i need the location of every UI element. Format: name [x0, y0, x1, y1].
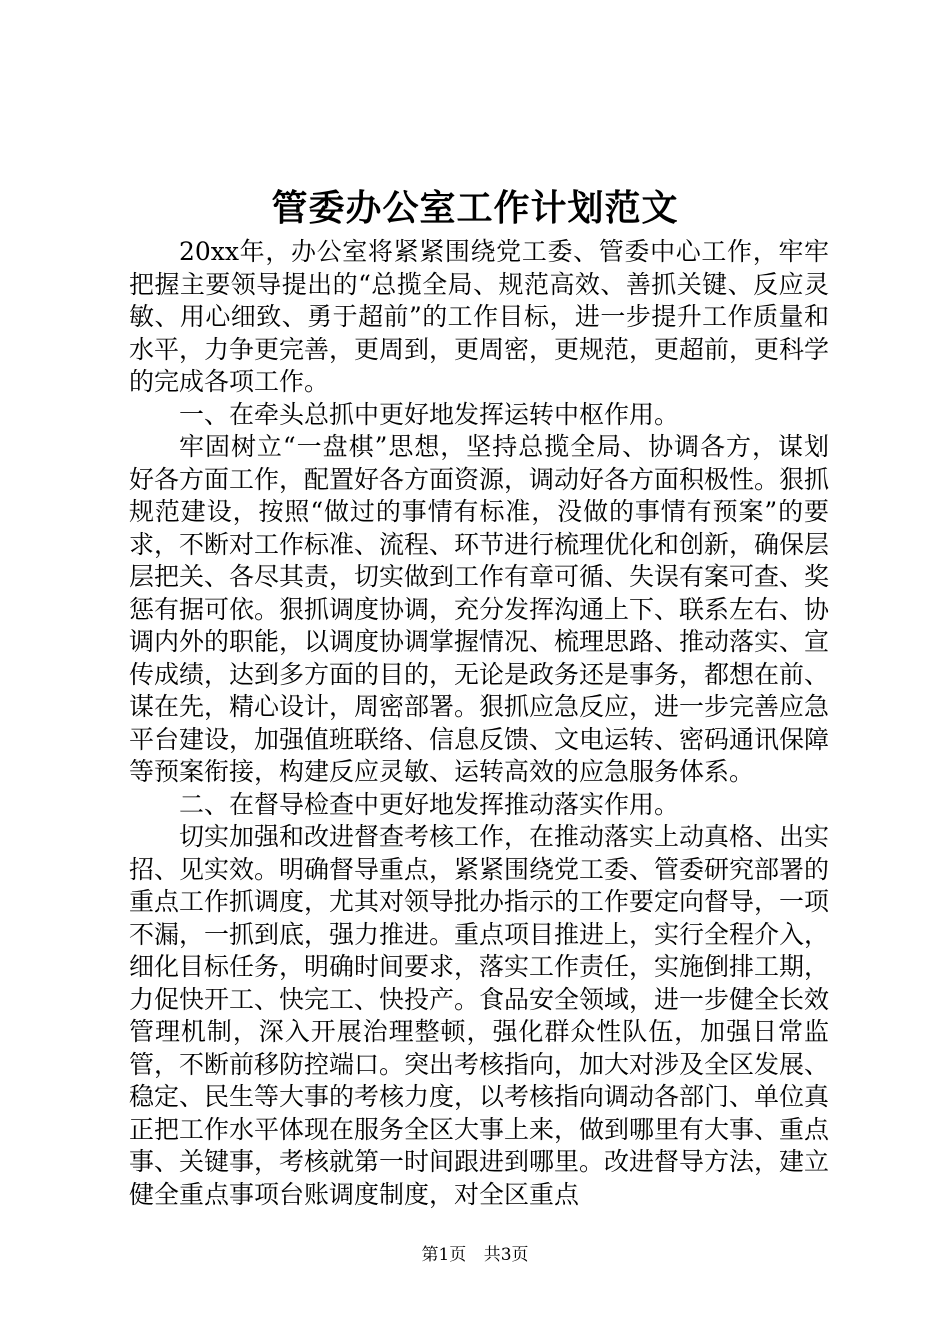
paragraph-section-2: 切实加强和改进督查考核工作，在推动落实上动真格、出实招、见实效。明确督导重点，紧紧围绕党工委、管委研究部署的重点工作抓调度，尤其对领导批办指示的工作要定向督导，一项不漏，一抓到底，强力推进。重点项目推进上，实行全程介入，细化目标任务，明确时间要求，落实工作责任，实施倒排工期，力促快开工、快完工、快投产。食品安全领域，进一步健全长效管理机制，深入开展治理整顿，强化群众性队伍，加强日常监管，不断前移防控端口。突出考核指向，加大对涉及全区发展、稳定、民生等大事的考核力度，以考核指向调动各部门、单位真正把工作水平体现在服务全区大事上来，做到哪里有大事、重点事、关键事，考核就第一时间跟进到哪里。改进督导方法，建立健全重点事项台账调度制度，对全区重点 [129, 822, 830, 1209]
page-number: 第1页 [421, 1245, 467, 1265]
paragraph-section-1: 牢固树立“一盘棋”思想，坚持总揽全局、协调各方，谋划好各方面工作，配置好各方面资源，调动好各方面积极性。狠抓规范建设，按照“做过的事情有标准，没做的事情有预案”的要求，不断对工作标准、流程、环节进行梳理优化和创新，确保层层把关、各尽其责，切实做到工作有章可循、失误有案可查、奖惩有据可依。狠抓调度协调，充分发挥沟通上下、联系左右、协调内外的职能，以调度协调掌握情况、梳理思路、推动落实、宣传成绩，达到多方面的目的，无论是政务还是事务，都想在前、谋在先，精心设计，周密部署。狠抓应急反应，进一步完善应急平台建设，加强值班联络、信息反馈、文电运转、密码通讯保障等预案衔接，构建反应灵敏、运转高效的应急服务体系。 [129, 432, 830, 786]
section-heading-2: 二、在督导检查中更好地发挥推动落实作用。 [179, 789, 680, 819]
page-footer [0, 1244, 950, 1266]
section-heading-1: 一、在牵头总抓中更好地发挥运转中枢作用。 [179, 399, 680, 429]
paragraph-intro: 20xx年，办公室将紧紧围绕党工委、管委中心工作，牢牢把握主要领导提出的“总揽全局、规范高效、善抓关键、反应灵敏、用心细致、勇于超前”的工作目标，进一步提升工作质量和水平，力争更完善，更周到，更周密，更规范，更超前，更科学的完成各项工作。 [129, 237, 830, 396]
page-total: 共3页 [483, 1245, 529, 1265]
document-title: 管委办公室工作计划范文 [271, 187, 679, 229]
document-body [129, 236, 829, 1211]
